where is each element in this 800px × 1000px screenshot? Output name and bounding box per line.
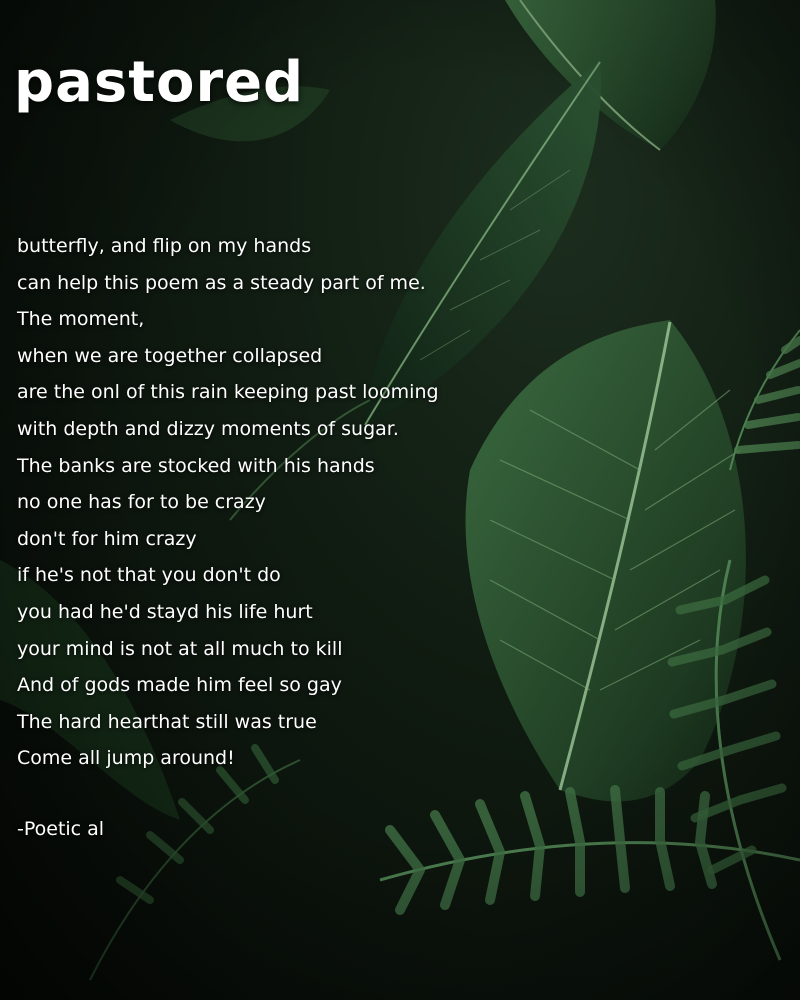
poem-line: you had he'd stayd his life hurt	[17, 600, 313, 623]
poem-body	[17, 228, 577, 777]
poem-line: Come all jump around!	[17, 747, 235, 770]
poem-line: The moment,	[17, 308, 145, 331]
poem-line: can help this poem as a steady part of me.	[17, 271, 426, 294]
poem-line: when we are together collapsed	[17, 344, 323, 367]
poem-line: butterfly, and flip on my hands	[17, 235, 312, 257]
poem-signature: -Poetic al	[17, 818, 105, 840]
poem-line: The banks are stocked with his hands	[17, 454, 375, 477]
poem-line: The hard hearthat still was true	[17, 710, 317, 733]
poem-line: are the onl of this rain keeping past looming	[17, 381, 439, 404]
poem-title: pastored	[14, 50, 305, 115]
poem-line: if he's not that you don't do	[17, 564, 281, 587]
poem-line: with depth and dizzy moments of sugar.	[17, 417, 399, 440]
poem-line: don't for him crazy	[17, 527, 197, 550]
poem-line: no one has for to be crazy	[17, 491, 266, 514]
poem-line: And of gods made him feel so gay	[17, 674, 342, 697]
poem-line: your mind is not at all much to kill	[17, 637, 343, 660]
